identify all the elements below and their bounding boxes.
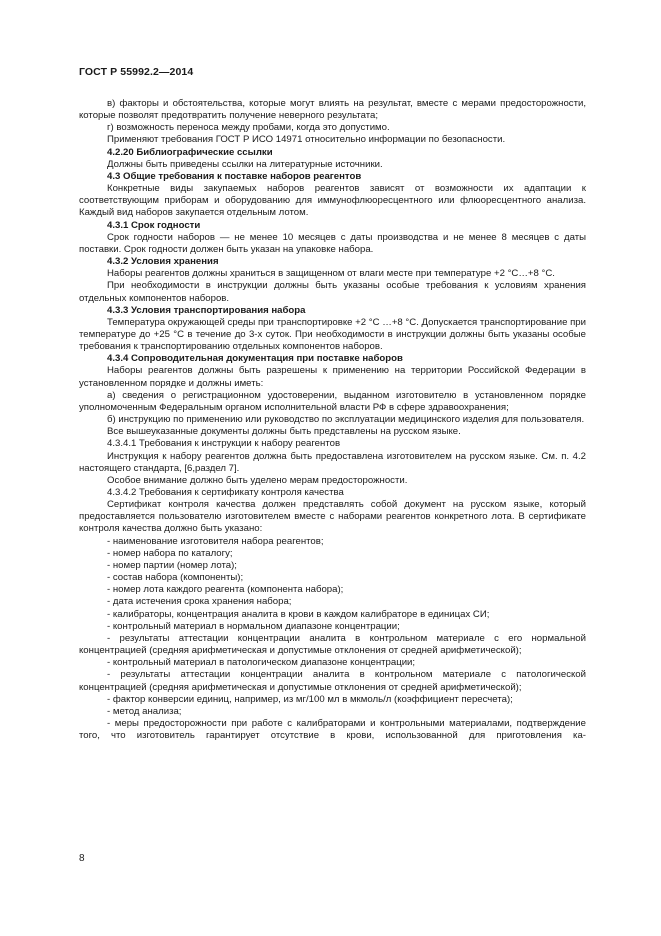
list-item: - номер лота каждого реагента (компонента набора); <box>107 584 344 596</box>
paragraph: Температура окружающей среды при транспортировке +2 °С …+8 °С. Допускается транспортирование при температуре до +25 °С в течение до 3-х суток. При необходимости в инструкции должны быть указаны особые требования к транспортированию отдельных компонентов наборов. <box>79 316 586 353</box>
paragraph: Должны быть приведены ссылки на литературные источники. <box>107 158 383 170</box>
paragraph: а) сведения о регистрационном удостоверении, выданном изготовителю в установленном порядке уполномоченным Федеральным органом исполнительной власти РФ в сфере здравоохранения; <box>79 389 586 413</box>
paragraph: Особое внимание должно быть уделено мерам предосторожности. <box>107 474 408 486</box>
list-item: - номер партии (номер лота); <box>107 559 237 571</box>
paragraph: Наборы реагентов должны быть разрешены к применению на территории Российской Федерации в установленном порядке и должны иметь: <box>79 365 586 389</box>
list-item: - дата истечения срока хранения набора; <box>107 596 292 608</box>
list-item: - меры предосторожности при работе с калибраторами и контрольными материалами, подтверждение того, что изготовитель гарантирует отсутствие в крови, использованной для приготовления ка- <box>79 717 586 742</box>
subsection-heading: 4.3.4.1 Требования к инструкции к набору реагентов <box>107 438 341 450</box>
list-item: - калибраторы, концентрация аналита в крови в каждом калибраторе в единицах СИ; <box>107 608 490 620</box>
document-header: ГОСТ Р 55992.2—2014 <box>79 66 194 78</box>
page-number: 8 <box>79 853 85 864</box>
list-item: - метод анализа; <box>107 705 182 717</box>
paragraph: Конкретные виды закупаемых наборов реагентов зависят от возможности их адаптации к соответствующим приборам и оборудованию для иммунофлюоресцентного или флюоресцентного анализа. Каждый вид наборов закупается отдельным лотом. <box>79 183 586 219</box>
paragraph: Срок годности наборов — не менее 10 месяцев с даты производства и не менее 8 месяцев с даты поставки. Срок годности должен быть указан на упаковке набора. <box>79 231 586 255</box>
list-item: - результаты аттестации концентрации аналита в контрольном материале с патологической концентрацией (средняя арифметическая и допустимые отклонения от средней арифметической); <box>79 669 586 693</box>
paragraph: При необходимости в инструкции должны быть указаны особые требования к условиям хранения отдельных компонентов наборов. <box>79 280 586 304</box>
section-heading: 4.3.3 Условия транспортирования набора <box>107 304 306 316</box>
list-item: - результаты аттестации концентрации аналита в контрольном материале с его нормальной концентрацией (средняя арифметическая и допустимые отклонения от средней арифметической); <box>79 632 586 657</box>
paragraph: б) инструкцию по применению или руководство по эксплуатации медицинского изделия для пользователя. <box>107 414 585 426</box>
list-item: - контрольный материал в нормальном диапазоне концентрации; <box>107 620 400 632</box>
section-heading: 4.3.2 Условия хранения <box>107 256 219 268</box>
section-heading: 4.3 Общие требования к поставке наборов реагентов <box>107 170 362 182</box>
paragraph: в) факторы и обстоятельства, которые могут влиять на результат, вместе с мерами предосторожности, которые позволят предотвратить получение неверного результата; <box>79 98 586 122</box>
list-item: - номер набора по каталогу; <box>107 547 233 559</box>
section-heading: 4.2.20 Библиографические ссылки <box>107 146 273 158</box>
page-body <box>79 98 586 742</box>
list-item: - фактор конверсии единиц, например, из мг/100 мл в мкмоль/л (коэффициент пересчета); <box>107 693 513 705</box>
list-item: - наименование изготовителя набора реагентов; <box>107 535 324 547</box>
paragraph: Все вышеуказанные документы должны быть представлены на русском языке. <box>107 426 461 438</box>
section-heading: 4.3.4 Сопроводительная документация при поставке наборов <box>107 353 403 365</box>
paragraph: Инструкция к набору реагентов должна быть предоставлена изготовителем на русском языке. См. п. 4.2 настоящего стандарта, [6,раздел 7]. <box>79 450 586 474</box>
list-item: - состав набора (компоненты); <box>107 572 244 584</box>
subsection-heading: 4.3.4.2 Требования к сертификату контроля качества <box>107 487 344 498</box>
paragraph: Наборы реагентов должны храниться в защищенном от влаги месте при температуре +2 °С…+8 °С. <box>107 268 555 280</box>
paragraph: г) возможность переноса между пробами, когда это допустимо. <box>107 122 390 134</box>
paragraph: Применяют требования ГОСТ Р ИСО 14971 относительно информации по безопасности. <box>107 134 506 146</box>
list-item: - контрольный материал в патологическом диапазоне концентрации; <box>107 657 416 669</box>
section-heading: 4.3.1 Срок годности <box>107 219 201 231</box>
paragraph: Сертификат контроля качества должен представлять собой документ на русском языке, который предоставляется пользователю изготовителем вместе с наборами реагентов конкретного лота. В сертификате контроля качества должно быть указано: <box>79 499 586 535</box>
